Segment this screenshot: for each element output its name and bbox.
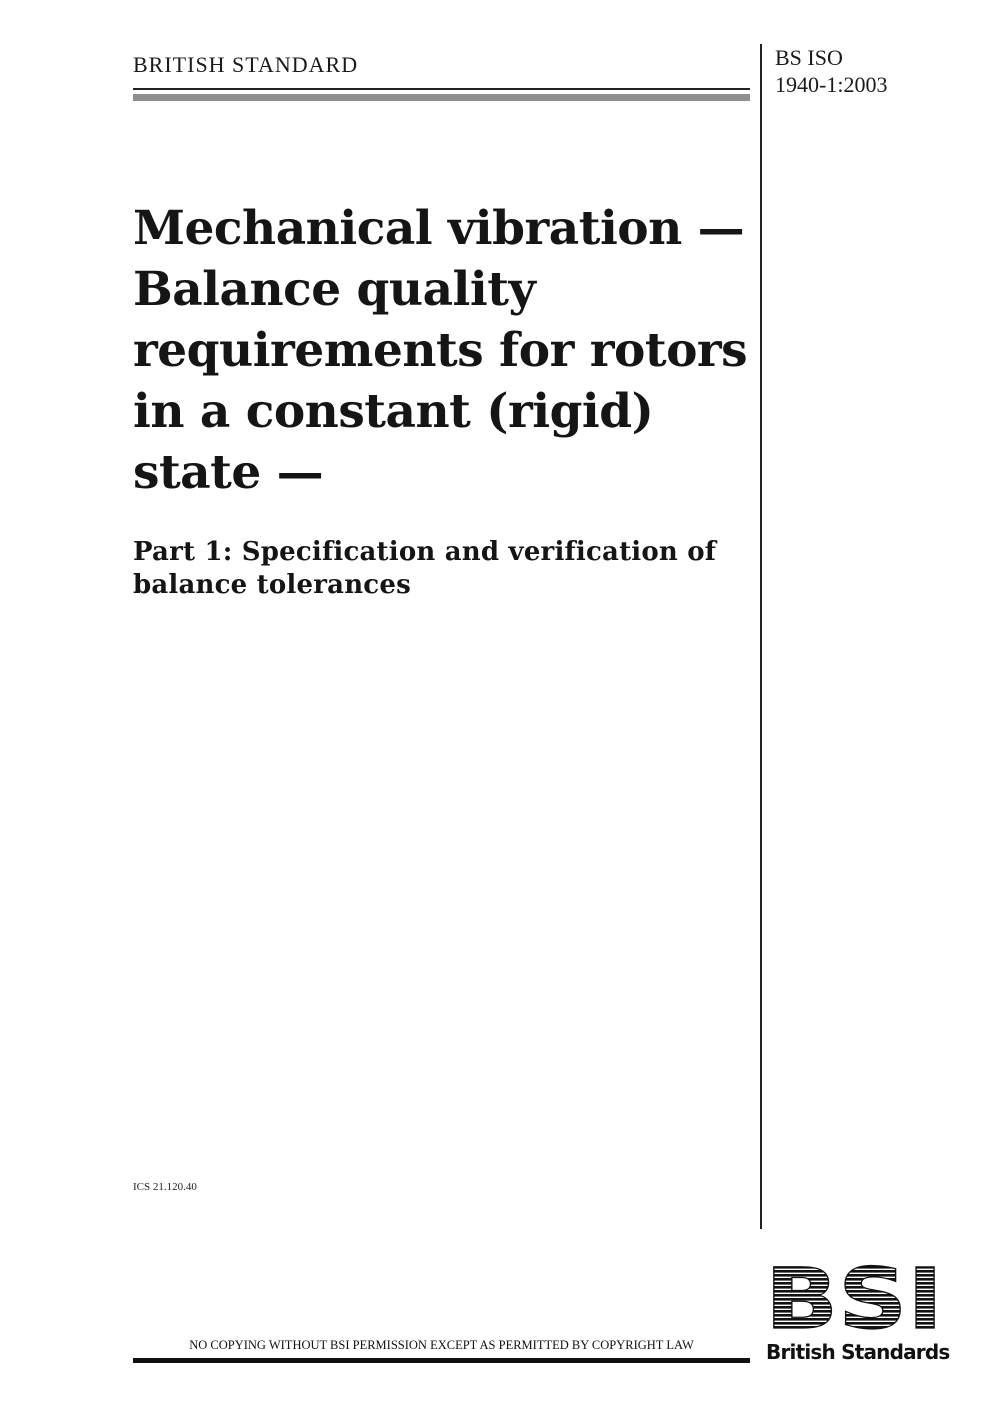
ics-code: ICS 21.120.40 xyxy=(133,1181,197,1193)
document-title xyxy=(133,198,758,503)
header-rule-thick xyxy=(133,94,750,101)
title-line: in a constant (rigid) xyxy=(133,384,654,439)
title-line: requirements for rotors xyxy=(133,323,748,378)
footer-rule xyxy=(133,1358,750,1363)
bsi-logo xyxy=(765,1262,945,1330)
document-number-line-2: 1940-1:2003 xyxy=(775,72,888,97)
part-title xyxy=(133,536,758,602)
copyright-notice: NO COPYING WITHOUT BSI PERMISSION EXCEPT AS PERMITTED BY COPYRIGHT LAW xyxy=(189,1338,694,1352)
header-rule-thin xyxy=(133,88,750,90)
document-number-line-1: BS ISO xyxy=(775,45,843,70)
part-title-line: Part 1: Specification and verification of xyxy=(133,537,717,567)
vertical-divider xyxy=(760,44,762,1229)
bsi-logo-letters: BSI xyxy=(765,1262,943,1330)
brand-name: British Standards xyxy=(766,1340,950,1364)
document-number xyxy=(775,44,985,98)
title-line: state — xyxy=(133,445,324,500)
standard-type-label: BRITISH STANDARD xyxy=(133,52,359,77)
title-line: Mechanical vibration — xyxy=(133,201,745,256)
part-title-line: balance tolerances xyxy=(133,570,411,600)
title-line: Balance quality xyxy=(133,262,536,317)
